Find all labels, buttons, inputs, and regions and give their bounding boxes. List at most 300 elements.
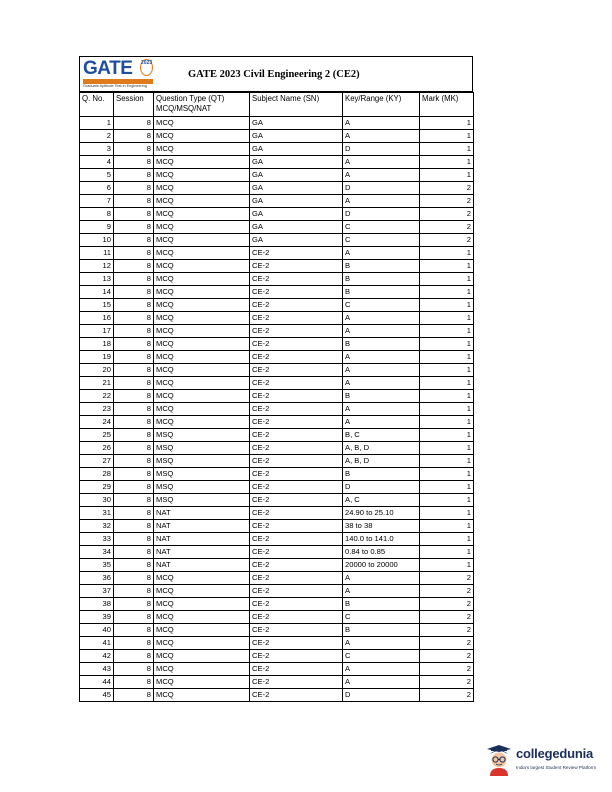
cell-qno: 16 <box>80 312 114 325</box>
col-header-qt-line2: MCQ/MSQ/NAT <box>156 104 212 113</box>
cell-subject: GA <box>250 208 343 221</box>
cell-mark: 1 <box>420 494 474 507</box>
cell-question-type: MCQ <box>154 312 250 325</box>
table-row <box>80 533 474 546</box>
cell-subject: CE-2 <box>250 377 343 390</box>
cell-mark: 2 <box>420 208 474 221</box>
cell-qno: 38 <box>80 598 114 611</box>
cell-mark: 2 <box>420 676 474 689</box>
cell-session: 8 <box>114 429 154 442</box>
cell-session: 8 <box>114 546 154 559</box>
cell-key: A <box>343 351 420 364</box>
cell-key: C <box>343 221 420 234</box>
cell-qno: 24 <box>80 416 114 429</box>
cell-key: D <box>343 481 420 494</box>
cell-mark: 1 <box>420 156 474 169</box>
col-header-qt-line1: Question Type (QT) <box>156 94 225 103</box>
cell-mark: 1 <box>420 403 474 416</box>
cell-mark: 1 <box>420 546 474 559</box>
cell-question-type: MCQ <box>154 377 250 390</box>
cell-qno: 44 <box>80 676 114 689</box>
cell-session: 8 <box>114 117 154 130</box>
cell-qno: 26 <box>80 442 114 455</box>
cell-question-type: MCQ <box>154 403 250 416</box>
table-header-row <box>80 93 474 117</box>
table-row <box>80 117 474 130</box>
cell-key: A <box>343 156 420 169</box>
cell-session: 8 <box>114 312 154 325</box>
table-row <box>80 598 474 611</box>
cell-subject: GA <box>250 130 343 143</box>
cell-mark: 2 <box>420 234 474 247</box>
cell-key: B <box>343 273 420 286</box>
cell-session: 8 <box>114 494 154 507</box>
table-row <box>80 390 474 403</box>
cell-subject: GA <box>250 195 343 208</box>
table-row <box>80 156 474 169</box>
cell-qno: 36 <box>80 572 114 585</box>
table-row <box>80 611 474 624</box>
table-row <box>80 442 474 455</box>
cell-question-type: MCQ <box>154 390 250 403</box>
cell-key: D <box>343 208 420 221</box>
table-row <box>80 585 474 598</box>
table-row <box>80 273 474 286</box>
cell-question-type: MCQ <box>154 585 250 598</box>
table-row <box>80 247 474 260</box>
cell-qno: 23 <box>80 403 114 416</box>
cell-session: 8 <box>114 286 154 299</box>
gate-logo-text: GATE <box>83 58 133 79</box>
cell-session: 8 <box>114 455 154 468</box>
cell-subject: CE-2 <box>250 429 343 442</box>
cell-key: C <box>343 611 420 624</box>
collegedunia-watermark <box>486 743 596 779</box>
cell-session: 8 <box>114 520 154 533</box>
cell-question-type: MCQ <box>154 260 250 273</box>
cell-subject: CE-2 <box>250 546 343 559</box>
table-row <box>80 208 474 221</box>
table-row <box>80 221 474 234</box>
cell-question-type: MCQ <box>154 143 250 156</box>
cell-session: 8 <box>114 390 154 403</box>
cell-qno: 42 <box>80 650 114 663</box>
cell-mark: 1 <box>420 559 474 572</box>
table-row <box>80 572 474 585</box>
cell-session: 8 <box>114 351 154 364</box>
cell-key: A <box>343 663 420 676</box>
table-row <box>80 494 474 507</box>
cell-question-type: NAT <box>154 507 250 520</box>
cell-qno: 31 <box>80 507 114 520</box>
cell-mark: 1 <box>420 247 474 260</box>
cell-qno: 30 <box>80 494 114 507</box>
cell-question-type: MCQ <box>154 182 250 195</box>
cell-mark: 2 <box>420 663 474 676</box>
cell-session: 8 <box>114 572 154 585</box>
cell-qno: 7 <box>80 195 114 208</box>
cell-session: 8 <box>114 559 154 572</box>
cell-session: 8 <box>114 663 154 676</box>
cell-key: 140.0 to 141.0 <box>343 533 420 546</box>
cell-subject: CE-2 <box>250 572 343 585</box>
table-row <box>80 260 474 273</box>
cell-question-type: MCQ <box>154 195 250 208</box>
cell-qno: 17 <box>80 325 114 338</box>
cell-subject: CE-2 <box>250 533 343 546</box>
table-row <box>80 234 474 247</box>
cell-key: A, B, D <box>343 442 420 455</box>
cell-mark: 1 <box>420 377 474 390</box>
cell-key: A <box>343 117 420 130</box>
cell-key: B <box>343 286 420 299</box>
table-row <box>80 429 474 442</box>
cell-mark: 2 <box>420 221 474 234</box>
cell-key: D <box>343 689 420 702</box>
cell-mark: 1 <box>420 429 474 442</box>
cell-subject: CE-2 <box>250 403 343 416</box>
col-header-question-type <box>154 93 250 117</box>
cell-question-type: MCQ <box>154 221 250 234</box>
cell-qno: 2 <box>80 130 114 143</box>
cell-mark: 1 <box>420 468 474 481</box>
cell-mark: 1 <box>420 455 474 468</box>
table-row <box>80 299 474 312</box>
collegedunia-mascot-icon <box>486 745 512 777</box>
cell-mark: 2 <box>420 611 474 624</box>
cell-session: 8 <box>114 195 154 208</box>
cell-qno: 28 <box>80 468 114 481</box>
cell-subject: GA <box>250 117 343 130</box>
cell-subject: CE-2 <box>250 481 343 494</box>
cell-subject: CE-2 <box>250 247 343 260</box>
cell-key: A <box>343 416 420 429</box>
cell-mark: 2 <box>420 624 474 637</box>
cell-mark: 2 <box>420 598 474 611</box>
cell-key: 38 to 38 <box>343 520 420 533</box>
cell-session: 8 <box>114 182 154 195</box>
cell-session: 8 <box>114 208 154 221</box>
cell-key: A <box>343 377 420 390</box>
page-title: GATE 2023 Civil Engineering 2 (CE2) <box>188 68 360 80</box>
answer-key-table <box>79 92 474 702</box>
cell-qno: 9 <box>80 221 114 234</box>
cell-question-type: MCQ <box>154 650 250 663</box>
cell-subject: CE-2 <box>250 637 343 650</box>
cell-subject: CE-2 <box>250 650 343 663</box>
cell-question-type: MCQ <box>154 130 250 143</box>
cell-session: 8 <box>114 468 154 481</box>
cell-subject: CE-2 <box>250 325 343 338</box>
cell-session: 8 <box>114 169 154 182</box>
cell-question-type: MCQ <box>154 338 250 351</box>
cell-key: C <box>343 299 420 312</box>
col-header-session: Session <box>114 93 154 117</box>
cell-mark: 1 <box>420 312 474 325</box>
cell-subject: CE-2 <box>250 468 343 481</box>
cell-mark: 1 <box>420 507 474 520</box>
cell-question-type: MSQ <box>154 442 250 455</box>
cell-session: 8 <box>114 221 154 234</box>
cell-mark: 1 <box>420 533 474 546</box>
table-row <box>80 520 474 533</box>
table-row <box>80 559 474 572</box>
cell-subject: CE-2 <box>250 624 343 637</box>
cell-session: 8 <box>114 689 154 702</box>
cell-qno: 45 <box>80 689 114 702</box>
cell-question-type: MSQ <box>154 468 250 481</box>
cell-subject: CE-2 <box>250 416 343 429</box>
cell-mark: 1 <box>420 416 474 429</box>
cell-session: 8 <box>114 598 154 611</box>
cell-question-type: MCQ <box>154 234 250 247</box>
cell-mark: 1 <box>420 299 474 312</box>
gate-logo <box>80 57 156 91</box>
cell-key: D <box>343 182 420 195</box>
cell-question-type: MCQ <box>154 325 250 338</box>
cell-subject: CE-2 <box>250 286 343 299</box>
cell-subject: GA <box>250 169 343 182</box>
cell-question-type: MCQ <box>154 273 250 286</box>
cell-key: A <box>343 585 420 598</box>
cell-qno: 15 <box>80 299 114 312</box>
cell-key: B <box>343 338 420 351</box>
cell-mark: 1 <box>420 338 474 351</box>
cell-qno: 19 <box>80 351 114 364</box>
cell-session: 8 <box>114 442 154 455</box>
cell-mark: 1 <box>420 325 474 338</box>
cell-session: 8 <box>114 156 154 169</box>
cell-question-type: MCQ <box>154 689 250 702</box>
table-row <box>80 624 474 637</box>
cell-question-type: MCQ <box>154 416 250 429</box>
cell-session: 8 <box>114 650 154 663</box>
cell-mark: 2 <box>420 637 474 650</box>
cell-subject: CE-2 <box>250 442 343 455</box>
cell-key: C <box>343 650 420 663</box>
cell-key: A <box>343 364 420 377</box>
cell-subject: CE-2 <box>250 611 343 624</box>
table-row <box>80 338 474 351</box>
cell-key: A <box>343 637 420 650</box>
cell-subject: CE-2 <box>250 598 343 611</box>
col-header-key: Key/Range (KY) <box>343 93 420 117</box>
cell-session: 8 <box>114 637 154 650</box>
cell-question-type: MSQ <box>154 455 250 468</box>
cell-key: 0.84 to 0.85 <box>343 546 420 559</box>
cell-mark: 2 <box>420 689 474 702</box>
cell-mark: 1 <box>420 260 474 273</box>
cell-session: 8 <box>114 299 154 312</box>
cell-key: 24.90 to 25.10 <box>343 507 420 520</box>
table-row <box>80 325 474 338</box>
cell-session: 8 <box>114 481 154 494</box>
cell-key: A <box>343 325 420 338</box>
cell-session: 8 <box>114 325 154 338</box>
cell-subject: CE-2 <box>250 676 343 689</box>
cell-question-type: MCQ <box>154 247 250 260</box>
collegedunia-name: collegedunia <box>516 746 594 761</box>
cell-question-type: MCQ <box>154 299 250 312</box>
cell-session: 8 <box>114 273 154 286</box>
cell-mark: 1 <box>420 169 474 182</box>
cell-mark: 1 <box>420 351 474 364</box>
cell-mark: 1 <box>420 390 474 403</box>
cell-qno: 32 <box>80 520 114 533</box>
col-header-mark: Mark (MK) <box>420 93 474 117</box>
cell-key: B <box>343 598 420 611</box>
cell-mark: 1 <box>420 143 474 156</box>
cell-subject: CE-2 <box>250 338 343 351</box>
cell-key: A <box>343 169 420 182</box>
cell-key: B, C <box>343 429 420 442</box>
cell-question-type: MCQ <box>154 572 250 585</box>
cell-qno: 4 <box>80 156 114 169</box>
cell-mark: 1 <box>420 286 474 299</box>
table-row <box>80 481 474 494</box>
cell-question-type: MCQ <box>154 637 250 650</box>
cell-question-type: MCQ <box>154 663 250 676</box>
cell-mark: 1 <box>420 130 474 143</box>
table-row <box>80 182 474 195</box>
cell-session: 8 <box>114 507 154 520</box>
cell-qno: 14 <box>80 286 114 299</box>
table-row <box>80 195 474 208</box>
cell-qno: 13 <box>80 273 114 286</box>
cell-qno: 37 <box>80 585 114 598</box>
cell-subject: GA <box>250 143 343 156</box>
table-row <box>80 312 474 325</box>
table-row <box>80 663 474 676</box>
cell-mark: 1 <box>420 520 474 533</box>
cell-question-type: MCQ <box>154 364 250 377</box>
cell-session: 8 <box>114 624 154 637</box>
cell-session: 8 <box>114 585 154 598</box>
cell-key: A <box>343 247 420 260</box>
cell-subject: CE-2 <box>250 494 343 507</box>
cell-subject: CE-2 <box>250 559 343 572</box>
cell-qno: 41 <box>80 637 114 650</box>
cell-key: A <box>343 676 420 689</box>
cell-mark: 1 <box>420 442 474 455</box>
cell-question-type: MCQ <box>154 611 250 624</box>
cell-question-type: MCQ <box>154 598 250 611</box>
cell-question-type: MSQ <box>154 481 250 494</box>
table-row <box>80 468 474 481</box>
table-row <box>80 650 474 663</box>
cell-subject: CE-2 <box>250 663 343 676</box>
cell-key: 20000 to 20000 <box>343 559 420 572</box>
cell-subject: CE-2 <box>250 260 343 273</box>
cell-qno: 11 <box>80 247 114 260</box>
table-row <box>80 689 474 702</box>
cell-qno: 27 <box>80 455 114 468</box>
cell-qno: 21 <box>80 377 114 390</box>
cell-question-type: MCQ <box>154 351 250 364</box>
cell-mark: 2 <box>420 585 474 598</box>
sheet-header <box>79 56 473 92</box>
cell-session: 8 <box>114 533 154 546</box>
table-row <box>80 130 474 143</box>
cell-session: 8 <box>114 403 154 416</box>
table-row <box>80 143 474 156</box>
cell-session: 8 <box>114 130 154 143</box>
cell-subject: GA <box>250 234 343 247</box>
gate-logo-tagline: Graduate Aptitude Test in Engineering <box>83 84 147 88</box>
cell-qno: 40 <box>80 624 114 637</box>
table-row <box>80 169 474 182</box>
cell-question-type: MSQ <box>154 429 250 442</box>
cell-subject: CE-2 <box>250 520 343 533</box>
cell-key: B <box>343 260 420 273</box>
cell-key: D <box>343 143 420 156</box>
cell-key: A, C <box>343 494 420 507</box>
cell-key: C <box>343 234 420 247</box>
cell-qno: 22 <box>80 390 114 403</box>
cell-qno: 18 <box>80 338 114 351</box>
cell-key: A <box>343 195 420 208</box>
cell-qno: 6 <box>80 182 114 195</box>
cell-qno: 5 <box>80 169 114 182</box>
cell-question-type: NAT <box>154 520 250 533</box>
cell-key: B <box>343 390 420 403</box>
cell-subject: CE-2 <box>250 689 343 702</box>
collegedunia-tagline: India's largest Student Review Platform <box>516 765 597 770</box>
cell-subject: CE-2 <box>250 273 343 286</box>
cell-qno: 34 <box>80 546 114 559</box>
cell-subject: CE-2 <box>250 299 343 312</box>
cell-question-type: MCQ <box>154 624 250 637</box>
table-row <box>80 351 474 364</box>
table-row <box>80 676 474 689</box>
cell-session: 8 <box>114 611 154 624</box>
cell-mark: 2 <box>420 182 474 195</box>
cell-qno: 10 <box>80 234 114 247</box>
cell-session: 8 <box>114 338 154 351</box>
cell-key: A, B, D <box>343 455 420 468</box>
table-row <box>80 637 474 650</box>
cell-subject: CE-2 <box>250 312 343 325</box>
gate-logo-year: 2023 <box>141 60 153 66</box>
table-row <box>80 416 474 429</box>
table-row <box>80 286 474 299</box>
cell-qno: 35 <box>80 559 114 572</box>
cell-mark: 1 <box>420 117 474 130</box>
cell-key: B <box>343 624 420 637</box>
cell-question-type: MCQ <box>154 117 250 130</box>
table-row <box>80 546 474 559</box>
cell-subject: GA <box>250 156 343 169</box>
cell-question-type: MCQ <box>154 208 250 221</box>
cell-qno: 12 <box>80 260 114 273</box>
cell-qno: 33 <box>80 533 114 546</box>
cell-qno: 39 <box>80 611 114 624</box>
cell-key: A <box>343 572 420 585</box>
cell-subject: CE-2 <box>250 364 343 377</box>
col-header-qno: Q. No. <box>80 93 114 117</box>
cell-mark: 2 <box>420 572 474 585</box>
cell-mark: 2 <box>420 195 474 208</box>
cell-question-type: MCQ <box>154 156 250 169</box>
cell-session: 8 <box>114 143 154 156</box>
cell-qno: 8 <box>80 208 114 221</box>
cell-question-type: NAT <box>154 559 250 572</box>
cell-mark: 1 <box>420 273 474 286</box>
cell-session: 8 <box>114 364 154 377</box>
cell-question-type: MSQ <box>154 494 250 507</box>
cell-key: A <box>343 130 420 143</box>
cell-subject: CE-2 <box>250 507 343 520</box>
